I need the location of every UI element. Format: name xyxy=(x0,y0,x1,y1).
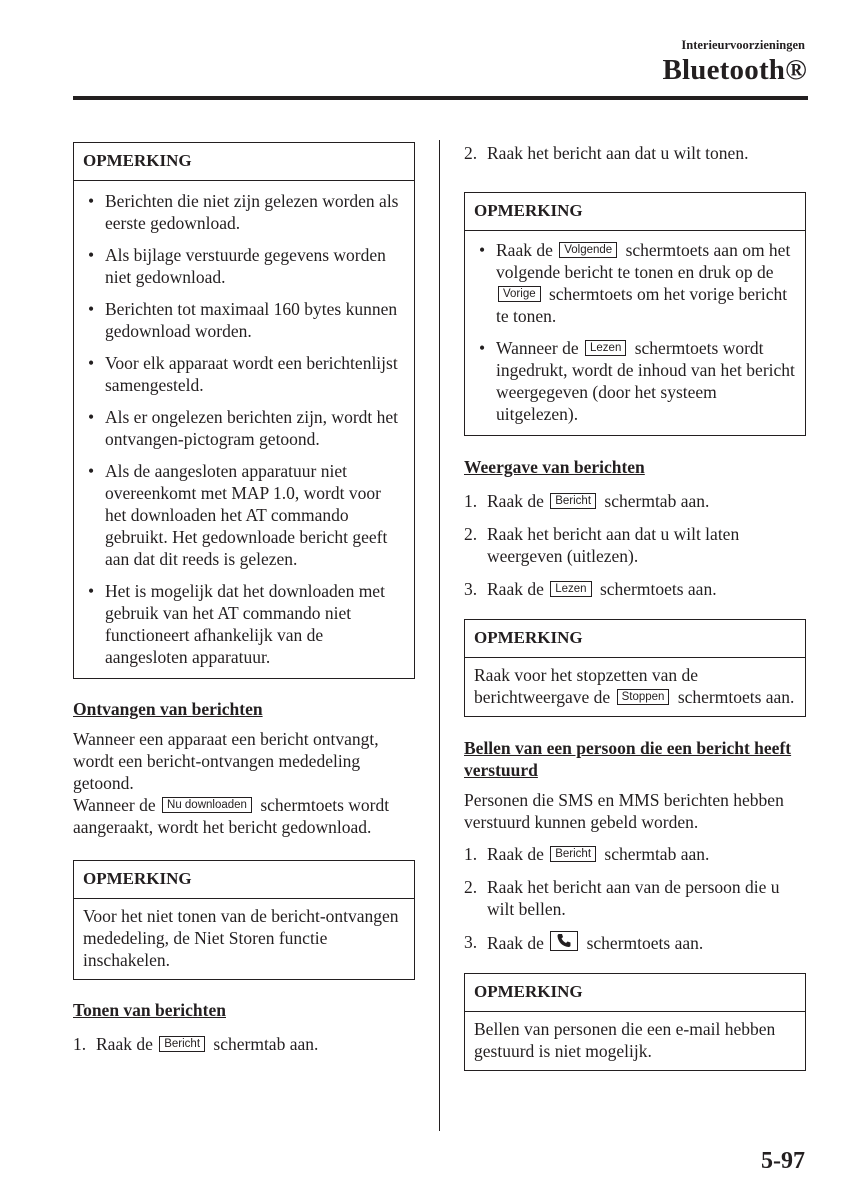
step-number: 3. xyxy=(464,579,478,599)
note-bullet-list xyxy=(474,239,796,425)
step-list xyxy=(464,843,806,954)
note-heading: OPMERKING xyxy=(74,861,414,899)
text: Raak de xyxy=(487,491,544,511)
text: schermtoets om het vorige bericht te tonen. xyxy=(496,284,788,326)
note-heading: OPMERKING xyxy=(74,143,414,181)
note-box xyxy=(73,860,415,980)
stoppen-key: Stoppen xyxy=(617,689,670,705)
text: Wanneer de xyxy=(496,338,579,358)
note-heading: OPMERKING xyxy=(465,193,805,231)
step-number: 2. xyxy=(464,877,478,897)
note-bullet: • Berichten die niet zijn gelezen worden als eerste gedownload. xyxy=(83,190,405,234)
text: schermtoets aan. xyxy=(586,933,704,953)
note-bullet: • Als bijlage verstuurde gegevens worden niet gedownload. xyxy=(83,244,405,288)
lezen-key: Lezen xyxy=(550,581,591,597)
step-list xyxy=(73,1033,415,1055)
page-title: Bluetooth® xyxy=(662,54,807,86)
note-heading: OPMERKING xyxy=(465,974,805,1012)
text: schermtab aan. xyxy=(213,1034,319,1054)
text: Raak de xyxy=(487,579,544,599)
text: schermtoets aan om het volgende bericht te tonen en druk op de xyxy=(496,240,791,282)
step-item xyxy=(464,931,806,954)
text: schermtab aan. xyxy=(604,491,710,511)
text: Raak het bericht aan dat u wilt tonen. xyxy=(487,143,749,163)
page-number: 5-97 xyxy=(761,1148,805,1174)
text: Wanneer de xyxy=(73,795,156,815)
note-bullet xyxy=(474,239,796,327)
step-number: 1. xyxy=(464,491,478,511)
step-item xyxy=(464,523,806,567)
section-label: Interieurvoorzieningen xyxy=(681,38,805,52)
section-heading: Tonen van berichten xyxy=(73,1000,226,1020)
text: schermtoets aan. xyxy=(677,687,795,707)
note-bullet-list xyxy=(83,190,405,668)
text: schermtoets wordt ingedrukt, wordt de inhoud van het bericht weergegeven (door het systeem uitgelezen). xyxy=(496,338,795,424)
step-number: 3. xyxy=(464,932,478,952)
text: Raak voor het stopzetten van de berichtweergave de xyxy=(474,665,699,707)
note-bullet xyxy=(474,337,796,425)
step-item xyxy=(464,876,806,920)
step-number: 1. xyxy=(464,844,478,864)
note-heading: OPMERKING xyxy=(465,620,805,658)
note-bullet: • Het is mogelijk dat het downloaden met gebruik van het AT commando niet functioneert afhankelijk van de aangesloten apparatuur. xyxy=(83,580,405,668)
step-item xyxy=(464,843,806,865)
step-item xyxy=(464,578,806,600)
note-bullet: • Berichten tot maximaal 160 bytes kunnen gedownload worden. xyxy=(83,298,405,342)
header-rule xyxy=(73,96,808,100)
text: schermtoets aan. xyxy=(599,579,717,599)
note-body xyxy=(74,181,414,678)
bericht-key: Bericht xyxy=(159,1036,205,1052)
text: Raak de xyxy=(496,240,553,260)
step-list xyxy=(464,142,806,164)
step-list xyxy=(464,490,806,600)
section-heading: Ontvangen van berichten xyxy=(73,699,263,719)
text: Raak het bericht aan dat u wilt laten weergeven (uitlezen). xyxy=(487,524,740,566)
text: schermtoets wordt aangeraakt, wordt het bericht gedownload. xyxy=(73,795,390,837)
paragraph: Wanneer een apparaat een bericht ontvangt, wordt een bericht-ontvangen mededeling getoond. xyxy=(73,729,379,793)
note-bullet: • Als de aangesloten apparatuur niet overeenkomt met MAP 1.0, wordt voor het downloaden het AT commando gebruikt. Het gedownloade bericht geeft aan dat dit reeds is gelezen. xyxy=(83,460,405,570)
vorige-key: Vorige xyxy=(498,286,541,302)
note-box xyxy=(464,192,806,436)
section-heading: Bellen van een persoon die een bericht heeft verstuurd xyxy=(464,738,792,780)
text: Raak de xyxy=(96,1034,153,1054)
left-column xyxy=(73,142,415,1066)
lezen-key: Lezen xyxy=(585,340,626,356)
paragraph: Personen die SMS en MMS berichten hebben verstuurd kunnen gebeld worden. xyxy=(464,790,784,832)
note-body: Voor het niet tonen van de bericht-ontvangen mededeling, de Niet Storen functie inschakelen. xyxy=(83,906,399,970)
note-body xyxy=(465,231,805,435)
step-number: 1. xyxy=(73,1034,87,1054)
bericht-key: Bericht xyxy=(550,493,596,509)
phone-icon xyxy=(550,931,578,951)
step-number: 2. xyxy=(464,143,478,163)
note-bullet: • Als er ongelezen berichten zijn, wordt het ontvangen-pictogram getoond. xyxy=(83,406,405,450)
bericht-key: Bericht xyxy=(550,846,596,862)
text: Raak de xyxy=(487,933,544,953)
step-item xyxy=(73,1033,415,1055)
note-body: Bellen van personen die een e-mail hebben gestuurd is niet mogelijk. xyxy=(474,1019,776,1061)
column-divider xyxy=(439,140,440,1131)
nu-downloaden-key: Nu downloaden xyxy=(162,797,252,813)
step-item xyxy=(464,490,806,512)
note-box xyxy=(73,142,415,679)
text: Raak het bericht aan van de persoon die u wilt bellen. xyxy=(487,877,780,919)
note-box xyxy=(464,619,806,717)
section-heading: Weergave van berichten xyxy=(464,457,645,477)
note-box xyxy=(464,973,806,1071)
phone-glyph xyxy=(556,933,572,948)
note-body xyxy=(465,658,805,716)
step-item xyxy=(464,142,806,164)
volgende-key: Volgende xyxy=(559,242,617,258)
paragraph xyxy=(73,794,415,838)
text: Raak de xyxy=(487,844,544,864)
text: schermtab aan. xyxy=(604,844,710,864)
right-column xyxy=(464,142,806,1071)
step-number: 2. xyxy=(464,524,478,544)
note-bullet: • Voor elk apparaat wordt een berichtenlijst samengesteld. xyxy=(83,352,405,396)
